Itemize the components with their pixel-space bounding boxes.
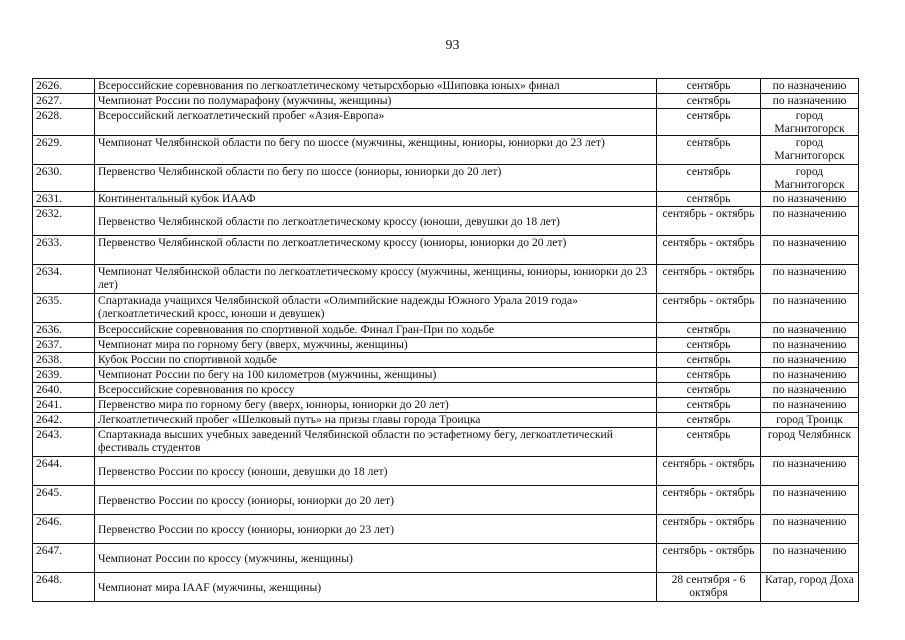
event-location: по назначению: [761, 207, 859, 236]
event-date: сентябрь - октябрь: [657, 236, 761, 265]
event-date: сентябрь: [657, 383, 761, 398]
row-number: 2633.: [33, 236, 95, 265]
table-row: [33, 265, 859, 294]
table-row: [33, 486, 859, 515]
event-date: сентябрь: [657, 398, 761, 413]
table-row: [33, 368, 859, 383]
table-row: [33, 109, 859, 136]
event-date: сентябрь: [657, 109, 761, 136]
event-location: город Магнитогорск: [761, 136, 859, 165]
event-name: Чемпионат России по бегу на 100 километров (мужчины, женщины): [95, 368, 657, 383]
event-location: по назначению: [761, 544, 859, 573]
event-date: сентябрь: [657, 353, 761, 368]
table-row: [33, 457, 859, 486]
row-number: 2642.: [33, 413, 95, 428]
event-date: сентябрь: [657, 165, 761, 192]
table-row: [33, 515, 859, 544]
event-date: сентябрь: [657, 94, 761, 109]
event-location: по назначению: [761, 383, 859, 398]
table-row: [33, 136, 859, 165]
table-row: [33, 428, 859, 457]
event-location: по назначению: [761, 398, 859, 413]
table-row: [33, 398, 859, 413]
row-number: 2644.: [33, 457, 95, 486]
row-number: 2647.: [33, 544, 95, 573]
event-date: сентябрь: [657, 338, 761, 353]
table-row: [33, 94, 859, 109]
event-name: Чемпионат России по полумарафону (мужчины, женщины): [95, 94, 657, 109]
table-row: [33, 192, 859, 207]
event-date: сентябрь: [657, 323, 761, 338]
event-name: Всероссийские соревнования по спортивной ходьбе. Финал Гран-При по ходьбе: [95, 323, 657, 338]
event-name: Кубок России по спортивной ходьбе: [95, 353, 657, 368]
row-number: 2645.: [33, 486, 95, 515]
row-number: 2648.: [33, 573, 95, 602]
event-date: сентябрь: [657, 136, 761, 165]
row-number: 2629.: [33, 136, 95, 165]
table-row: [33, 544, 859, 573]
event-name: Легкоатлетический пробег «Шелковый путь» на призы главы города Троицка: [95, 413, 657, 428]
row-number: 2638.: [33, 353, 95, 368]
event-location: по назначению: [761, 236, 859, 265]
event-location: Катар, город Доха: [761, 573, 859, 602]
event-name: Чемпионат России по кроссу (мужчины, женщины): [95, 544, 657, 573]
event-name: Чемпионат мира по горному бегу (вверх, мужчины, женщины): [95, 338, 657, 353]
row-number: 2641.: [33, 398, 95, 413]
event-location: по назначению: [761, 353, 859, 368]
event-location: город Магнитогорск: [761, 165, 859, 192]
table-row: [33, 79, 859, 94]
event-date: сентябрь: [657, 368, 761, 383]
event-location: по назначению: [761, 265, 859, 294]
event-date: сентябрь - октябрь: [657, 457, 761, 486]
event-name: Спартакиада высших учебных заведений Челябинской области по эстафетному бегу, легкоатлетический фестиваль студентов: [95, 428, 657, 457]
event-name: Первенство Челябинской области по легкоатлетическому кроссу (юниоры, юниорки до 20 лет): [95, 236, 657, 265]
event-name: Первенство России по кроссу (юниоры, юниорки до 20 лет): [95, 486, 657, 515]
event-location: город Троицк: [761, 413, 859, 428]
event-name: Спартакиада учащихся Челябинской области «Олимпийские надежды Южного Урала 2019 года» (легкоатлетический кросс, юноши и девушек): [95, 294, 657, 323]
event-location: по назначению: [761, 94, 859, 109]
event-date: сентябрь: [657, 428, 761, 457]
event-location: по назначению: [761, 515, 859, 544]
row-number: 2636.: [33, 323, 95, 338]
event-date: сентябрь - октябрь: [657, 265, 761, 294]
event-name: Первенство Челябинской области по бегу по шоссе (юниоры, юниорки до 20 лет): [95, 165, 657, 192]
event-date: сентябрь - октябрь: [657, 544, 761, 573]
row-number: 2635.: [33, 294, 95, 323]
table-row: [33, 323, 859, 338]
row-number: 2628.: [33, 109, 95, 136]
event-name: Чемпионат Челябинской области по легкоатлетическому кроссу (мужчины, женщины, юниоры, юниорки до 23 лет): [95, 265, 657, 294]
event-date: сентябрь - октябрь: [657, 486, 761, 515]
row-number: 2632.: [33, 207, 95, 236]
table-row: [33, 573, 859, 602]
event-name: Первенство мира по горному бегу (вверх, юниоры, юниорки до 20 лет): [95, 398, 657, 413]
event-location: город Челябинск: [761, 428, 859, 457]
event-date: сентябрь - октябрь: [657, 294, 761, 323]
row-number: 2639.: [33, 368, 95, 383]
row-number: 2640.: [33, 383, 95, 398]
event-name: Всероссийский легкоатлетический пробег «Азия-Европа»: [95, 109, 657, 136]
row-number: 2626.: [33, 79, 95, 94]
page-number: 93: [445, 38, 460, 53]
table-row: [33, 413, 859, 428]
event-location: по назначению: [761, 323, 859, 338]
event-date: сентябрь: [657, 413, 761, 428]
event-name: Всероссийские соревнования по легкоатлетическому четырсхборью «Шиповка юных» финал: [95, 79, 657, 94]
event-location: по назначению: [761, 457, 859, 486]
row-number: 2630.: [33, 165, 95, 192]
row-number: 2637.: [33, 338, 95, 353]
table-row: [33, 294, 859, 323]
event-name: Чемпионат мира IAAF (мужчины, женщины): [95, 573, 657, 602]
events-table: [32, 78, 859, 602]
event-date: 28 сентября - 6 октября: [657, 573, 761, 602]
table-row: [33, 338, 859, 353]
event-name: Континентальный кубок ИААФ: [95, 192, 657, 207]
row-number: 2646.: [33, 515, 95, 544]
table-row: [33, 353, 859, 368]
table-row: [33, 383, 859, 398]
event-date: сентябрь - октябрь: [657, 515, 761, 544]
event-location: по назначению: [761, 294, 859, 323]
event-location: по назначению: [761, 486, 859, 515]
event-date: сентябрь: [657, 79, 761, 94]
event-name: Первенство Челябинской области по легкоатлетическому кроссу (юноши, девушки до 18 лет): [95, 207, 657, 236]
event-location: по назначению: [761, 192, 859, 207]
table-row: [33, 236, 859, 265]
row-number: 2627.: [33, 94, 95, 109]
event-location: по назначению: [761, 368, 859, 383]
event-name: Первенство России по кроссу (юниоры, юниорки до 23 лет): [95, 515, 657, 544]
event-location: город Магнитогорск: [761, 109, 859, 136]
event-name: Чемпионат Челябинской области по бегу по шоссе (мужчины, женщины, юниоры, юниорки до 23 лет): [95, 136, 657, 165]
event-date: сентябрь - октябрь: [657, 207, 761, 236]
row-number: 2643.: [33, 428, 95, 457]
table-row: [33, 207, 859, 236]
table-row: [33, 165, 859, 192]
event-date: сентябрь: [657, 192, 761, 207]
event-location: по назначению: [761, 79, 859, 94]
row-number: 2634.: [33, 265, 95, 294]
row-number: 2631.: [33, 192, 95, 207]
event-location: по назначению: [761, 338, 859, 353]
event-name: Первенство России по кроссу (юноши, девушки до 18 лет): [95, 457, 657, 486]
event-name: Всероссийские соревнования по кроссу: [95, 383, 657, 398]
